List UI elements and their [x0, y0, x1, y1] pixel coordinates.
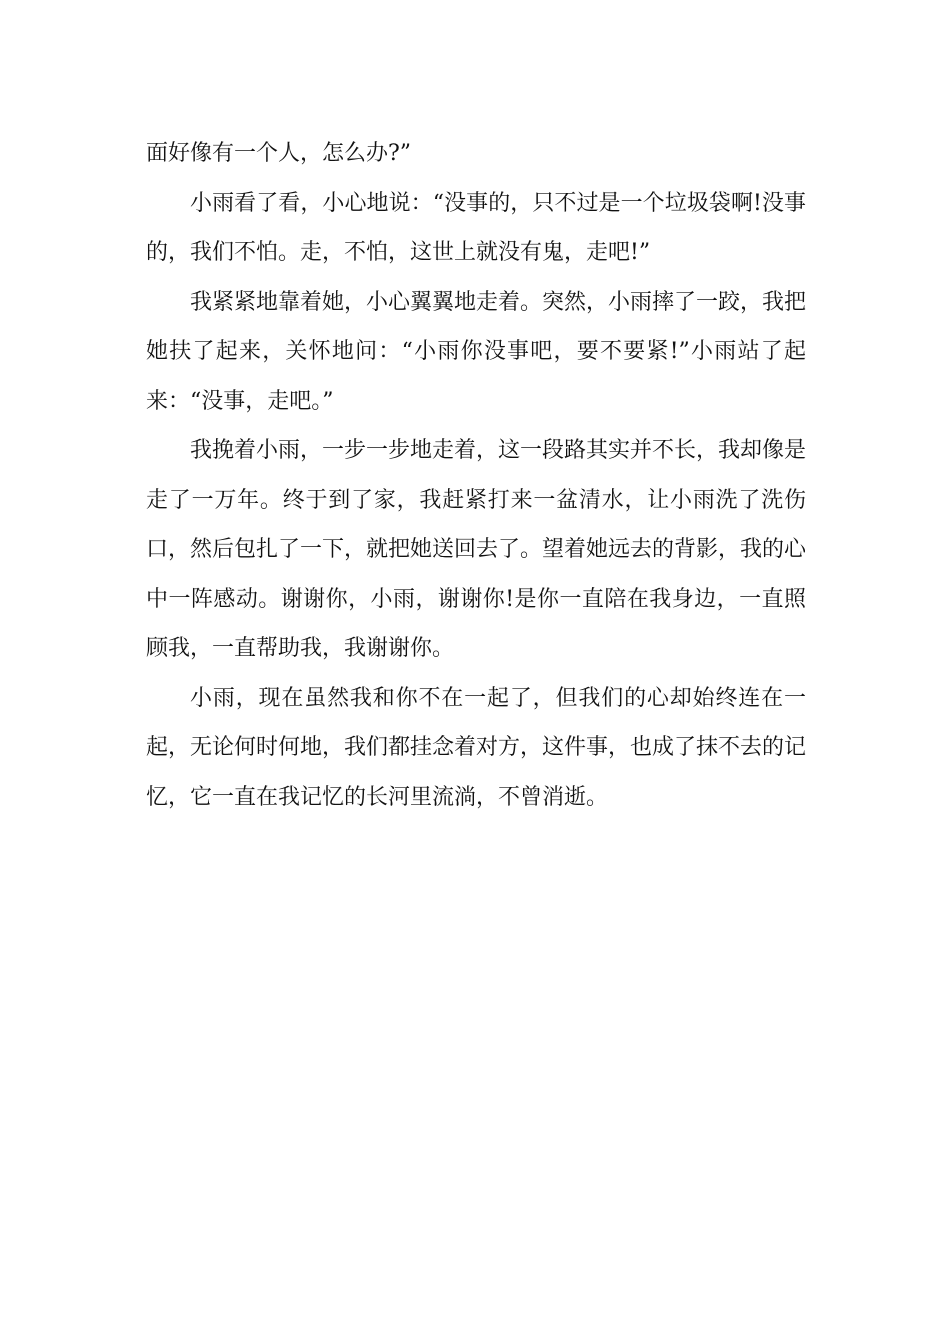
- paragraph: 小雨，现在虽然我和你不在一起了，但我们的心却始终连在一起，无论何时何地，我们都挂念着对方，这件事，也成了抹不去的记忆，它一直在我记忆的长河里流淌，不曾消逝。: [146, 685, 807, 810]
- paragraph: 我紧紧地靠着她，小心翼翼地走着。突然，小雨摔了一跤，我把她扶了起来，关怀地问：“小雨你没事吧，要不要紧!”小雨站了起来：“没事，走吧。”: [146, 289, 807, 414]
- paragraph: 小雨看了看，小心地说：“没事的，只不过是一个垃圾袋啊!没事的，我们不怕。走，不怕，这世上就没有鬼，走吧!”: [146, 190, 806, 265]
- paragraph: 我挽着小雨，一步一步地走着，这一段路其实并不长，我却像是走了一万年。终于到了家，我赶紧打来一盆清水，让小雨洗了洗伤口，然后包扎了一下，就把她送回去了。望着她远去的背影，我的心中一阵感动。谢谢你，小雨，谢谢你!是你一直陪在我身边，一直照顾我，一直帮助我，我谢谢你。: [146, 438, 807, 661]
- document-body: [146, 129, 806, 822]
- paragraph-continuation: 面好像有一个人，怎么办?”: [146, 141, 412, 166]
